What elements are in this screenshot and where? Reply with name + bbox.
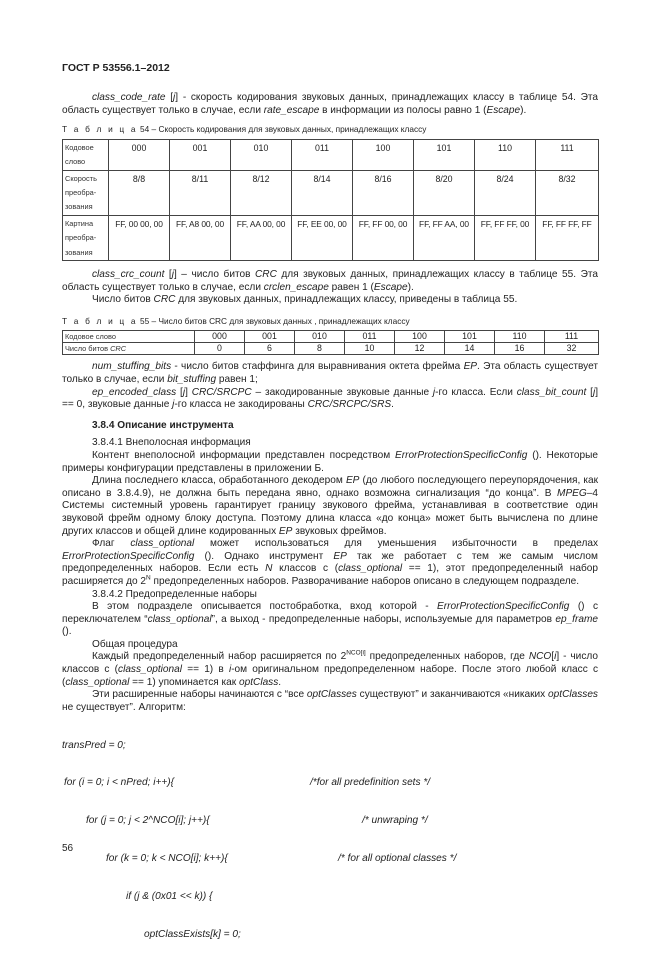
paragraph-postprocessing: В этом подразделе описывается постобработка, вход которой - ErrorProtectionSpecificConfig () с переключателем “class_optional”, а выход - предопределенные наборы, используемые для параметров ep_frame (). [62,601,598,638]
code-line: if (j & (0x01 << k)) { [126,890,213,902]
paragraph-set-expansion: Каждый предопределенный набор расширяется по $2^{NCO[i]}$ предопределенных наборов, где NCO[i] - число классов с (class_optional == 1) в i-ом оригинальном предопределенном наборе. После этого любой класс с (class_optional == 1) упоминается как optClass. [62,650,598,688]
table-55-cell: 16 [495,343,545,355]
table-54 [62,139,599,261]
table-55-cell: 111 [545,331,599,343]
table-55-cell: 110 [495,331,545,343]
section-title: 3.8.4 Описание инструмента [92,419,234,431]
table-54-row [63,215,599,260]
table-54-label-line: Скорость [65,173,97,183]
table-54-cell: FF, FF FF, 00 [475,215,536,260]
table-55-cell: 000 [195,331,245,343]
table-55-cell: 010 [295,331,345,343]
code-line: for (j = 0; j < 2^NCO[i]; j++){ /* unwraping */ [86,815,428,827]
table-54-cell: 8/20 [414,170,475,215]
table-54-label-line: преобра- [65,188,97,197]
table-55-row-label: Кодовое слово [63,331,195,343]
paragraph-class-optional-flag: Флаг class_optional может использоваться для уменьшения избыточности в пределах ErrorProtectionSpecificConfig (). Однако инструмент EP так же работает с тем же самым числом предопределенных наборов. Если есть N классов с (class_optional == 1), этот предопределенный набор расширяется до $2^N$ предопределенных наборов. Разворачивание наборов описано в следующем подразделе. [62,538,599,587]
table-55-cell: 10 [345,343,395,355]
table-55-cell: 101 [445,331,495,343]
table-55-cell: 32 [545,343,599,355]
table-55-caption: Т а б л и ц а 55 – Число битов CRC для звуковых данных , принадлежащих классу [62,315,410,326]
paragraph-last-class-length: Длина последнего класса, обработанного декодером EP (до любого последующего переупорядочения, как описано в 3.8.4.9), не должна быть передана явно, однако возможна сигнализация “до конца”. В MPEG–4 Системы системный уровень гарантирует границу звукового фрейма, устанавливая в соответствие один звуковой фрейм одному блоку доступа. Поэтому длина класса «до конца» может быть вычислена по длине других классов и общей длине кодированных EP звуковых фреймов. [62,475,599,537]
table-54-label-line: Кодовое [65,142,94,152]
table-54-cell: 101 [414,139,475,170]
table-55-cell: 6 [245,343,295,355]
subsection-title-predefined-sets: 3.8.4.2 Предопределенные наборы [92,588,257,600]
table-55 [62,330,599,355]
page-content [62,92,598,966]
paragraph-crc-bits: Число битов CRC для звуковых данных, принадлежащих классу, приведены в таблица 55. [92,294,518,306]
table-55-row-label: Число битов CRC [63,343,195,355]
page-number: 56 [62,843,74,854]
table-55-cell: 100 [395,331,445,343]
table-54-cell: FF, FF 00, 00 [353,215,414,260]
paragraph-ep-encoded-class: ep_encoded_class [j] CRC/SRCPC – закодированные звуковые данные j-го класса. Если class_bit_count [j] == 0, звуковые данные j-го класса не закодированы CRC/SRCPC/SRS. [62,386,599,411]
code-line: for (i = 0; i < nPred; i++){ /*for all predefinition sets */ [64,777,431,789]
table-54-cell: 8/11 [170,170,231,215]
table-55-row [63,343,599,355]
table-54-label-line: Картина [65,218,94,228]
table-54-cell: 110 [475,139,536,170]
table-54-cell: 8/12 [231,170,292,215]
table-54-row-label [63,139,109,170]
table-54-cell: 001 [170,139,231,170]
table-54-cell: 010 [231,139,292,170]
code-comment: /* unwraping */ [362,815,428,827]
table-54-cell: 8/14 [292,170,353,215]
table-55-cell: 011 [345,331,395,343]
table-55-cell: 001 [245,331,295,343]
table-54-cell: 100 [353,139,414,170]
table-54-label-line: зования [65,202,93,212]
table-54-label-line: преобра- [65,233,97,243]
table-54-cell: 8/8 [109,170,170,215]
table-54-row-label [63,215,109,260]
table-54-row [63,139,599,170]
table-54-cell: 8/16 [353,170,414,215]
paragraph-algorithm-intro: Эти расширенные наборы начинаются с “все optClasses существуют” и заканчиваются «никаких optClasses не существует”. Алгоритм: [62,689,598,713]
table-54-label-line: зования [65,247,93,257]
table-54-cell: 011 [292,139,353,170]
table-54-cell: FF, FF AA, 00 [414,215,475,260]
table-55-row [63,331,599,343]
code-listing [62,714,598,966]
paragraph-oob-content: Контент внеполосной информации представлен посредством ErrorProtectionSpecificConfig (). Некоторые примеры конфигурации представлены в приложении Б. [62,449,598,474]
table-54-cell: FF, 00 00, 00 [109,215,170,260]
table-54-cell: 8/32 [536,170,599,215]
table-54-cell: FF, FF FF, FF [536,215,599,260]
table-55-cell: 0 [195,343,245,355]
document-header: ГОСТ Р 53556.1–2012 [62,62,170,74]
subsection-title-out-of-band: 3.8.4.1 Внеполосная информация [92,437,251,449]
table-54-cell: 8/24 [475,170,536,215]
table-54-row-label [63,170,109,215]
code-line: optClassExists[k] = 0; [144,928,241,940]
table-54-cell: FF, AA 00, 00 [231,215,292,260]
table-54-cell: 000 [109,139,170,170]
table-55-cell: 8 [295,343,345,355]
code-line: for (k = 0; k < NCO[i]; k++){ /* for all optional classes */ [106,852,457,864]
subheading-general-procedure: Общая процедура [92,638,178,650]
table-55-cell: 12 [395,343,445,355]
table-54-cell: FF, A8 00, 00 [170,215,231,260]
paragraph-num-stuffing-bits: num_stuffing_bits - число битов стаффинга для выравнивания октета фрейма EP. Эта область существует только в случае, если bit_stuffing равен 1; [62,361,599,385]
table-54-row [63,170,599,215]
table-54-label-line: слово [65,157,86,167]
table-54-cell: FF, EE 00, 00 [292,215,353,260]
paragraph-class-crc-count: class_crc_count [j] – число битов CRC для звуковых данных, принадлежащих классу в таблице 55. Эта область существует только в случае, если crclen_escape равен 1 (Escape). [62,269,598,293]
code-comment: /* for all optional classes */ [338,852,457,864]
code-line: transPred = 0; [62,739,126,751]
table-54-caption: Т а б л и ц а 54 – Скорость кодирования для звуковых данных, принадлежащих классу [62,124,427,135]
table-54-cell: 111 [536,139,599,170]
table-55-cell: 14 [445,343,495,355]
paragraph-class-code-rate: class_code_rate [j] - скорость кодирования звуковых данных, принадлежащих классу в таблице 54. Эта область существует только в случае, если rate_escape в информации из полосы равно 1 (Escape). [62,92,598,116]
code-comment: /*for all predefinition sets */ [310,777,431,789]
